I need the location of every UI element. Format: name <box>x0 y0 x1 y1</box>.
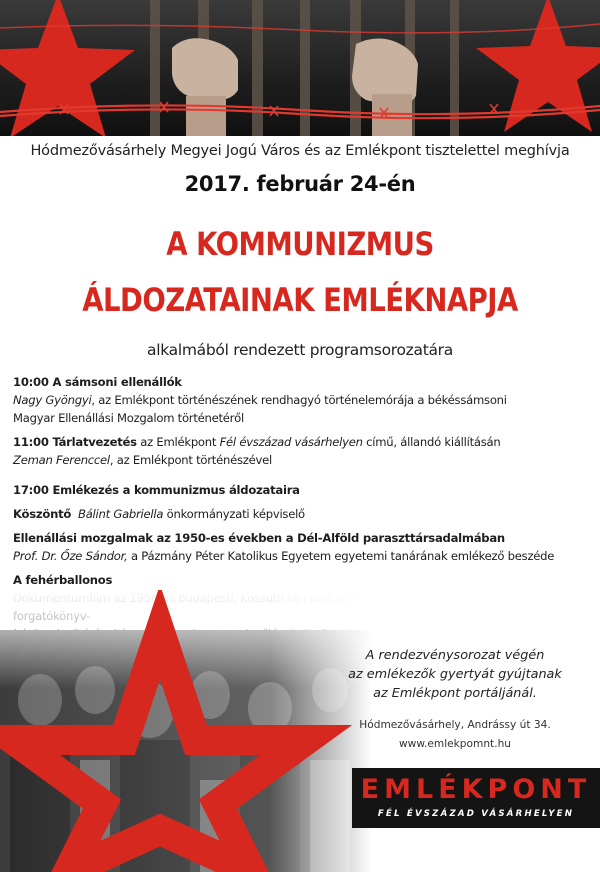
item-heading: A fehérballonos <box>13 573 113 587</box>
program-item-tour <box>13 433 595 469</box>
program-item-resistance <box>13 529 595 565</box>
closing-line: az Emlékpont portáljánál. <box>373 686 537 701</box>
closing-note <box>330 646 580 703</box>
event-title-line1: A KOMMUNIZMUS <box>166 225 434 263</box>
exhibit-name: Fél évszázad vásárhelyen <box>219 435 363 449</box>
banner-illustration <box>0 0 600 136</box>
item-text: az Emlékpont <box>136 435 220 449</box>
item-text: önkormányzati képviselő <box>163 507 305 521</box>
event-date: 2017. február 24-én <box>184 172 416 196</box>
emlekpont-logo <box>352 768 600 828</box>
logo-wordmark: EMLÉKPONT <box>360 774 592 805</box>
occasion-subtitle: alkalmából rendezett programsorozatára <box>147 341 453 359</box>
closing-line: A rendezvénysorozat végén <box>365 648 545 663</box>
contact-info <box>330 716 580 754</box>
item-text: Magyar Ellenállási Mozgalom történetéről <box>13 411 244 425</box>
item-label: Köszöntő <box>13 507 72 521</box>
speaker-name: Nagy Gyöngyi <box>13 393 92 407</box>
speaker-name: Prof. Dr. Őze Sándor, <box>13 549 128 563</box>
speaker-name: Bálint Gabriella <box>78 507 164 521</box>
closing-line: az emlékezők gyertyát gyújtanak <box>348 667 562 682</box>
guide-name: Zeman Ferenccel <box>13 453 110 467</box>
header-banner-image <box>0 0 600 136</box>
item-text: , az Emlékpont történészének rendhagyó történelemórája a békéssámsoni <box>91 393 507 407</box>
program-item-greeting <box>13 505 595 523</box>
program-item-remembrance <box>13 481 595 499</box>
item-heading: 10:00 A sámsoni ellenállók <box>13 375 182 389</box>
item-text: , az Emlékpont történészével <box>109 453 272 467</box>
item-heading: 17:00 Emlékezés a kommunizmus áldozataira <box>13 483 300 497</box>
website-link[interactable]: www.emlekpomnt.hu <box>398 738 511 750</box>
hands-image <box>172 38 418 136</box>
invitation-intro: Hódmezővásárhely Megyei Jogú Város és az Emlékpont tisztelettel meghívja <box>30 143 570 159</box>
address: Hódmezővásárhely, Andrássy út 34. <box>359 719 551 731</box>
event-title-line2: ÁLDOZATAINAK EMLÉKNAPJA <box>82 281 518 319</box>
item-text: című, állandó kiállításán <box>362 435 501 449</box>
item-heading: Ellenállási mozgalmak az 1950-es években a Dél-Alföld paraszttársadalmában <box>13 531 505 545</box>
red-star-left <box>0 0 135 136</box>
item-heading: 11:00 Tárlatvezetés <box>13 435 137 449</box>
program-item-samson <box>13 373 595 427</box>
logo-tagline: FÉL ÉVSZÁZAD VÁSÁRHELYEN <box>377 809 575 819</box>
item-text: a Pázmány Péter Katolikus Egyetem egyetemi tanárának emlékező beszéde <box>127 549 555 563</box>
